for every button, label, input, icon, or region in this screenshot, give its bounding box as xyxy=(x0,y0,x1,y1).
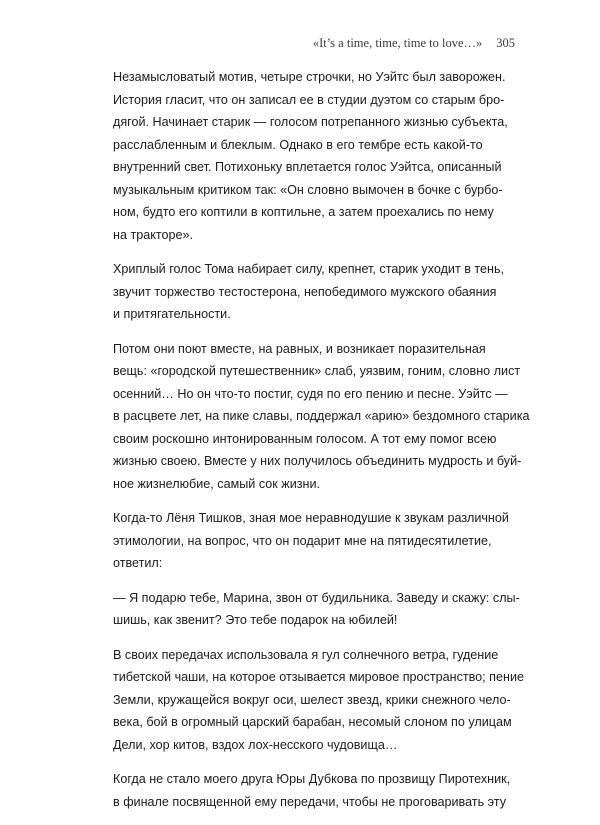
text-line: века, бой в огромный царский барабан, несомый слоном по улицам xyxy=(113,715,512,729)
text-line: Когда не стало моего друга Юры Дубкова по прозвищу Пиротехник, xyxy=(113,772,511,786)
text-line: ном, будто его коптили в коптильне, а затем проехались по нему xyxy=(113,205,494,219)
text-line: этимологии, на вопрос, что он подарит мне на пятидесятилетие, xyxy=(113,533,492,548)
text-line: Незамысловатый мотив, четыре строчки, но Уэйтс был заворожен. xyxy=(113,70,506,84)
running-head xyxy=(313,36,515,51)
text-line: — Я подарю тебе, Марина, звон от будильника. Заведу и скажу: слы- xyxy=(113,590,520,605)
paragraph xyxy=(113,644,524,757)
text-line: В своих передачах использовала я гул солнечного ветра, гудение xyxy=(113,647,499,662)
text-line: вещь: «городской путешественник» слаб, уязвим, гоним, словно лист xyxy=(113,364,521,378)
text-line: История гласит, что он записал ее в студии дуэтом со старым бро- xyxy=(113,92,505,107)
text-line: на тракторе». xyxy=(113,227,194,242)
text-line: Потом они поют вместе, на равных, и возникает поразительная xyxy=(113,341,486,356)
running-title: «It’s a time, time, time to love…» xyxy=(312,36,483,50)
paragraph xyxy=(113,587,520,632)
text-line: своим роскошно интонированным голосом. А тот ему помог всею xyxy=(113,431,497,446)
text-line: и притягательности. xyxy=(113,307,231,321)
text-line: тибетской чаши, на которое отзывается мировое пространство; пение xyxy=(113,670,524,684)
text-line: музыкальным критиком так: «Он словно вымочен в бочке с бурбо- xyxy=(113,182,503,197)
body-text xyxy=(113,66,530,825)
text-line: звучит торжество тестостерона, непобедимого мужского обаяния xyxy=(113,284,497,299)
text-line: жизнью своею. Вместе у них получилось объединить мудрость и буй- xyxy=(113,454,522,468)
text-line: ответил: xyxy=(113,556,163,570)
paragraph xyxy=(113,66,508,246)
paragraph xyxy=(113,338,530,496)
text-line: шишь, как звенит? Это тебе подарок на юбилей! xyxy=(113,613,398,627)
paragraph xyxy=(113,258,508,326)
text-line: в расцвете лет, на пике славы, поддержал «арию» бездомного старика xyxy=(113,409,530,423)
text-line: расслабленным и блеклым. Однако в его тембре есть какой-то xyxy=(113,137,483,152)
page-number: 305 xyxy=(496,36,515,50)
paragraph xyxy=(113,507,508,575)
text-line: осенний… Но он что-то постиг, судя по его пению и песне. Уэйтс — xyxy=(113,386,508,401)
text-line: в финале посвященной ему передачи, чтобы не проговаривать эту xyxy=(113,794,506,809)
text-line: дягой. Начинает старик — голосом потрепанного жизнью субъекта, xyxy=(113,115,508,129)
text-line: Хриплый голос Тома набирает силу, крепнет, старик уходит в тень, xyxy=(113,262,505,276)
text-line: Земли, кружащейся вокруг оси, шелест звезд, крики снежного чело- xyxy=(113,692,511,707)
text-line: внутренний свет. Потихоньку вплетается голос Уэйтса, описанный xyxy=(113,160,502,174)
paragraph xyxy=(113,768,511,813)
text-line: Когда-то Лёня Тишков, зная мое неравнодушие к звукам различной xyxy=(113,511,509,525)
text-line: Дели, хор китов, вздох лох-несского чудовища… xyxy=(113,737,398,752)
text-line: ное жизнелюбие, самый сок жизни. xyxy=(113,476,320,491)
